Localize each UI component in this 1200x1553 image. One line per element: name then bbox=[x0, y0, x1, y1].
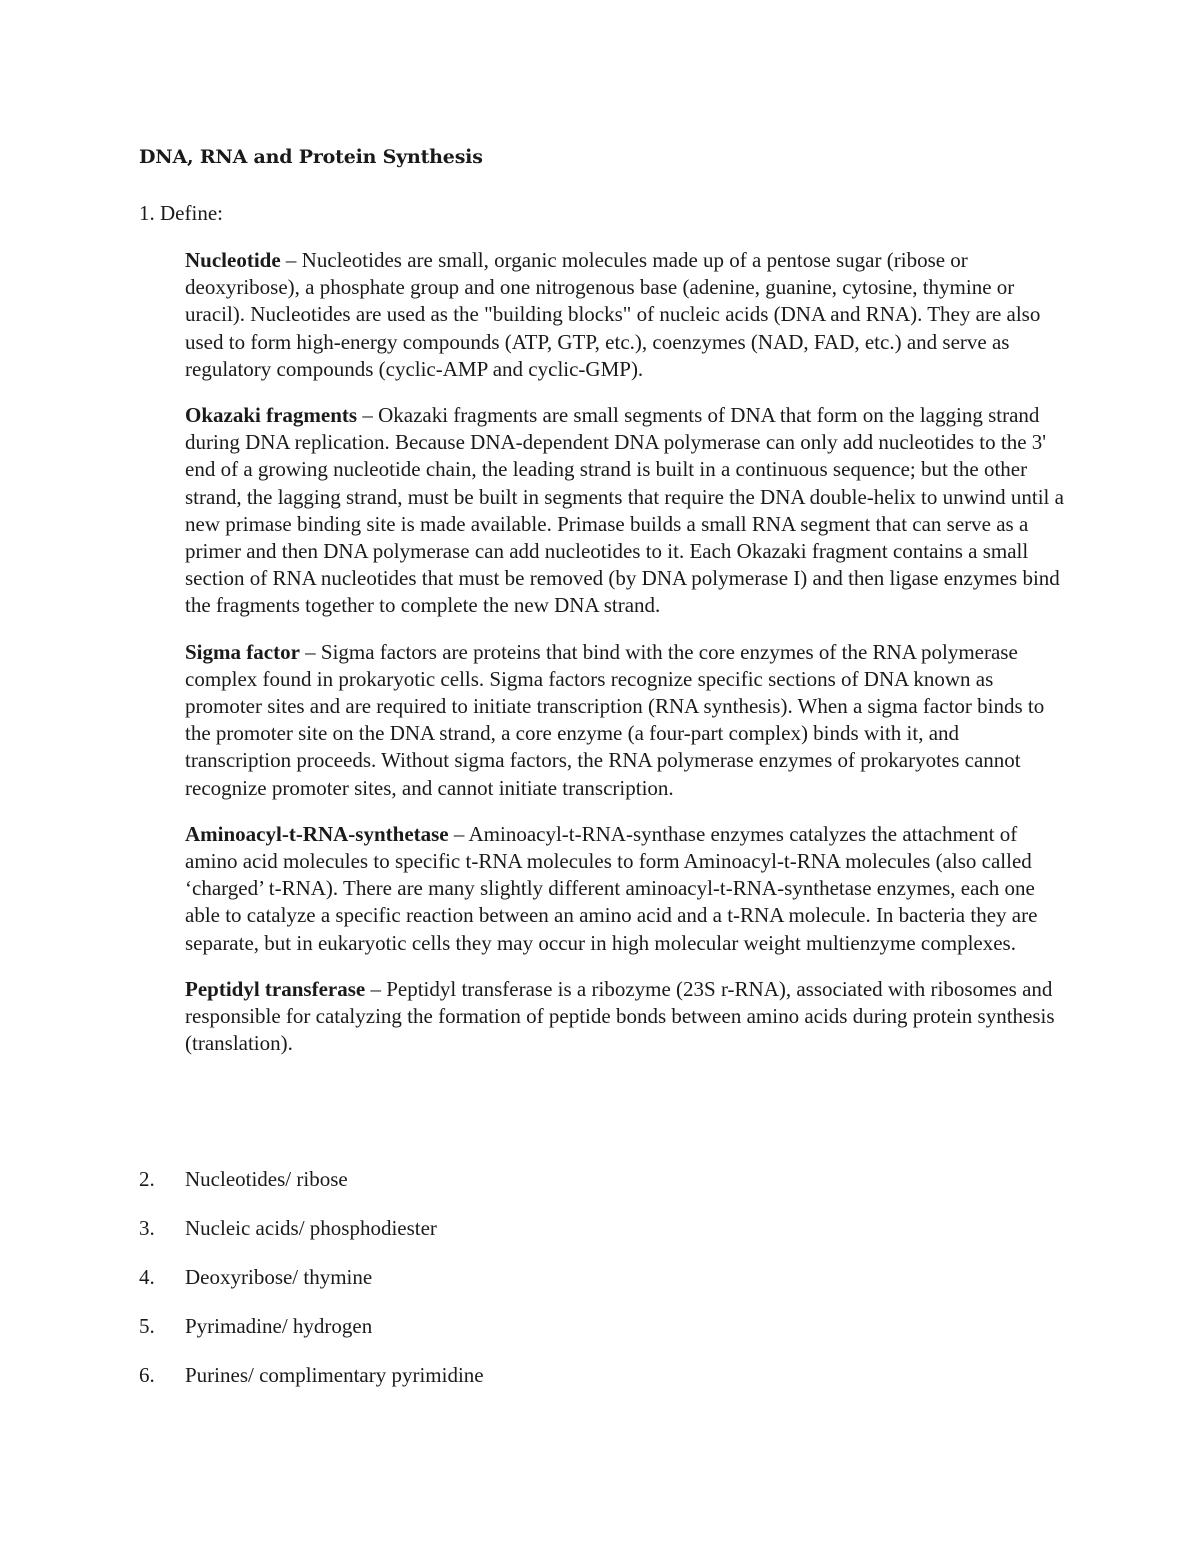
answer-text: Nucleic acids/ phosphodiester bbox=[185, 1216, 437, 1240]
definition-term: Okazaki fragments bbox=[185, 403, 358, 428]
answer-text: Deoxyribose/ thymine bbox=[185, 1265, 373, 1289]
definitions-list bbox=[185, 247, 1065, 1076]
answer-text: Purines/ complimentary pyrimidine bbox=[185, 1363, 484, 1387]
answer-number: 2. bbox=[139, 1167, 155, 1191]
answer-text: Pyrimadine/ hydrogen bbox=[185, 1314, 373, 1338]
definition-aminoacyl-trna-synthetase bbox=[185, 821, 1065, 957]
answer-item bbox=[139, 1165, 1039, 1193]
answers-list bbox=[139, 1165, 1039, 1410]
answer-text: Nucleotides/ ribose bbox=[185, 1167, 348, 1191]
definition-text: – Nucleotides are small, organic molecules made up of a pentose sugar (ribose or deoxyribose), a phosphate group and one nitrogenous base (adenine, guanine, cytosine, thymine or uracil). Nucleotides are used as the "building blocks" of nucleic acids (DNA and RNA). They are also used to form high-energy compounds (ATP, GTP, etc.), coenzymes (NAD, FAD, etc.) and serve as regulatory compounds (cyclic-AMP and cyclic-GMP). bbox=[185, 248, 1041, 381]
definition-peptidyl-transferase bbox=[185, 976, 1065, 1058]
answer-number: 3. bbox=[139, 1216, 155, 1240]
definition-okazaki-fragments bbox=[185, 402, 1065, 620]
answer-number: 4. bbox=[139, 1265, 155, 1289]
definition-text: – Aminoacyl-t-RNA-synthase enzymes catalyzes the attachment of amino acid molecules to specific t-RNA molecules to form Aminoacyl-t-RNA molecules (also called ‘charged’ t-RNA). There are many slightly different aminoacyl-t-RNA-synthetase enzymes, each one able to catalyze a specific reaction between an amino acid and a t-RNA molecule. In bacteria they are separate, but in eukaryotic cells they may occur in high molecular weight multienzyme complexes. bbox=[185, 821, 1038, 955]
page-title: DNA, RNA and Protein Synthesis bbox=[139, 146, 483, 168]
definition-sigma-factor bbox=[185, 639, 1065, 802]
definition-term: Nucleotide bbox=[185, 248, 281, 272]
definition-text: – Okazaki fragments are small segments of DNA that form on the lagging strand during DNA replication. Because DNA-dependent DNA polymerase can only add nucleotides to the 3' end of a growing nucleotide chain, the leading strand is built in a continuous sequence; but the other strand, the lagging strand, must be built in segments that require the DNA double-helix to unwind until a new primase binding site is made available. Primase builds a small RNA segment that can serve as a primer and then DNA polymerase can add nucleotides to it. Each Okazaki fragment contains a small section of RNA nucleotides that must be removed (by DNA polymerase I) and then ligase enzymes bind the fragments together to complete the new DNA strand. bbox=[185, 403, 1064, 618]
definition-term: Sigma factor bbox=[185, 639, 300, 664]
define-question-label: 1. Define: bbox=[139, 201, 223, 225]
answer-item bbox=[139, 1312, 1039, 1340]
answer-item bbox=[139, 1263, 1039, 1291]
answer-item bbox=[139, 1214, 1039, 1242]
definition-text: – Peptidyl transferase is a ribozyme (23S r-RNA), associated with ribosomes and responsible for catalyzing the formation of peptide bonds between amino acids during protein synthesis (translation). bbox=[185, 976, 1055, 1056]
definition-term: Aminoacyl-t-RNA-synthetase bbox=[185, 821, 449, 846]
answer-number: 6. bbox=[139, 1363, 155, 1387]
answer-item bbox=[139, 1361, 1039, 1389]
definition-nucleotide bbox=[185, 247, 1065, 383]
definition-term: Peptidyl transferase bbox=[185, 976, 366, 1001]
answer-number: 5. bbox=[139, 1314, 155, 1338]
definition-text: – Sigma factors are proteins that bind with the core enzymes of the RNA polymerase complex found in prokaryotic cells. Sigma factors recognize specific sections of DNA known as promoter sites and are required to initiate transcription (RNA synthesis). When a sigma factor binds to the promoter site on the DNA strand, a core enzyme (a four-part complex) binds with it, and transcription proceeds. Without sigma factors, the RNA polymerase enzymes of prokaryotes cannot recognize promoter sites, and cannot initiate transcription. bbox=[185, 639, 1045, 800]
